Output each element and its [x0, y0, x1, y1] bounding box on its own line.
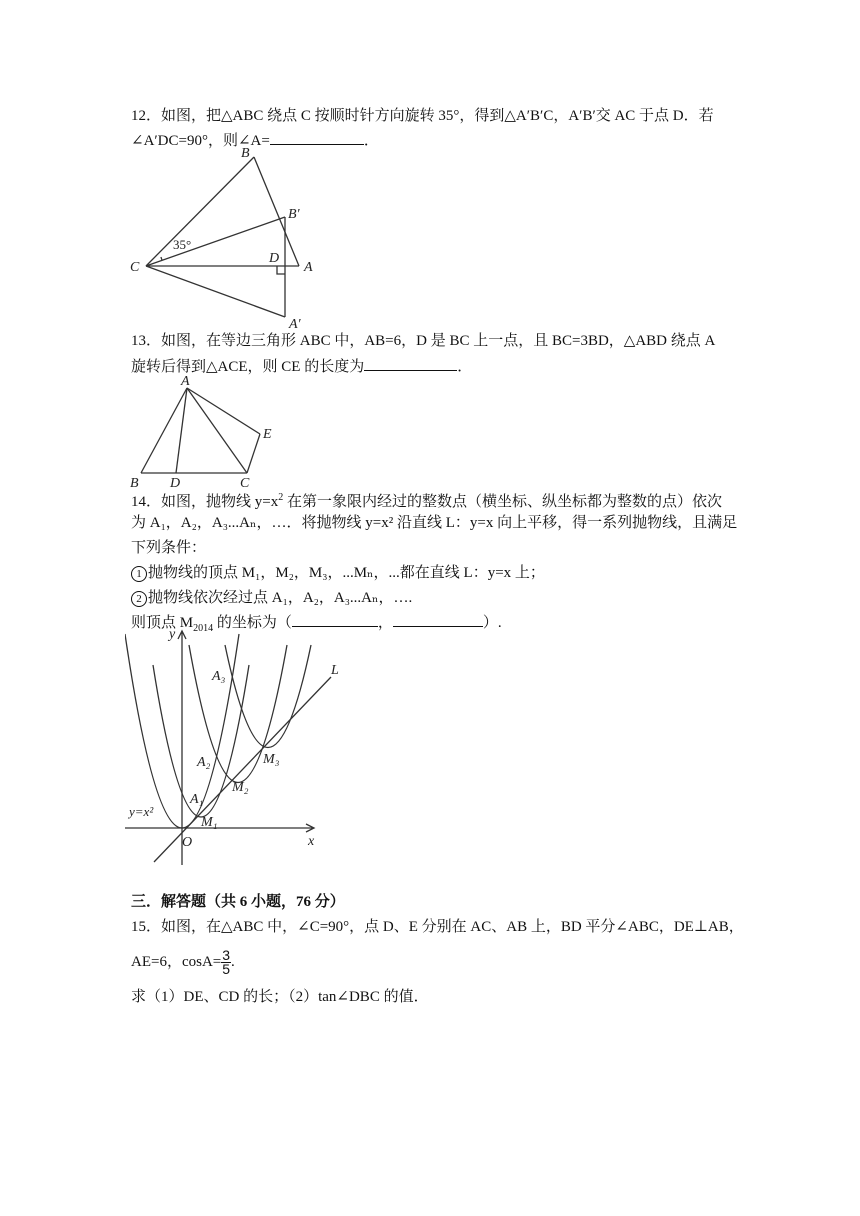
q14-line6-sep: ，	[377, 615, 393, 631]
q15-line2-a: AE=6，cosA=	[131, 954, 222, 970]
q14-label-A3: A₃	[212, 669, 226, 684]
q13-answer-blank	[364, 356, 457, 371]
q14-line6-sub: 2014	[193, 623, 214, 634]
q13-seg-AD	[176, 388, 187, 473]
q12-seg-CB-prime	[146, 217, 285, 266]
q14-line1-b: 在第一象限内经过的整数点（横坐标、纵坐标都为整数的点）依次	[283, 494, 722, 510]
q12-seg-CB	[146, 157, 254, 266]
q12-line1: 12．如图，把△ABC 绕点 C 按顺时针方向旋转 35°，得到△A′B′C，A′B′交 AC 于点 D．若	[131, 108, 714, 124]
q13-seg-AC	[187, 388, 247, 473]
q13-label-A: A	[181, 374, 190, 389]
q14-answer-blank-y	[393, 612, 483, 627]
q14-condition-1	[131, 563, 545, 583]
q12-angle-arc	[161, 257, 162, 260]
q13-seg-CE	[247, 434, 260, 473]
q13-line2-end: ．	[457, 359, 473, 375]
q14-label-y: y	[169, 627, 176, 642]
q13-label-B: B	[130, 476, 139, 491]
q14-line6-end: ）.	[482, 615, 502, 631]
q12-right-angle-mark	[277, 266, 285, 274]
q12-label-B-prime: B′	[288, 207, 300, 222]
q13-line1: 13．如图，在等边三角形 ABC 中，AB=6，D 是 BC 上一点，且 BC=3BD，△ABD 绕点 A	[131, 333, 716, 349]
section3-title: 三．解答题（共 6 小题，76 分）	[131, 894, 345, 910]
q14-label-curve: y=x²	[129, 804, 154, 819]
q14-line1-sup: 2	[278, 492, 284, 503]
q14-cond1-mark: 1	[131, 566, 147, 582]
q14-line6-a: 则顶点 M	[131, 615, 194, 631]
q12-answer-blank	[270, 130, 364, 145]
q14-line2: 为 A₁，A₂，A₃...Aₙ，…．将抛物线 y=x² 沿直线 L：y=x 向上平移，得一系列抛物线，且满足	[131, 515, 738, 531]
q15-frac-den: 5	[222, 961, 231, 978]
q12-line2-text: ∠A′DC=90°，则∠A=	[131, 133, 270, 149]
q15-line2-end: .	[231, 954, 235, 970]
q14-label-M3: M₃	[263, 752, 280, 767]
q14-line6-b: 的坐标为（	[213, 615, 292, 631]
q14-label-M2: M₂	[232, 780, 249, 795]
q13-label-C: C	[240, 476, 250, 491]
q12-label-angle: 35°	[173, 237, 192, 252]
q15-frac-num: 3	[222, 947, 231, 964]
q14-line1-a: 14．如图，抛物线 y=x	[131, 494, 279, 510]
q15-line1: 15．如图，在△ABC 中，∠C=90°，点 D、E 分别在 AC、AB 上，BD 平分∠ABC，DE⊥AB，	[131, 919, 744, 935]
q12-label-A: A	[304, 260, 313, 275]
q12-label-A-prime: A′	[289, 317, 301, 332]
q14-label-x: x	[308, 834, 315, 849]
q12-label-B: B	[241, 146, 250, 161]
q14-label-A1: A₁	[190, 792, 204, 807]
q14-label-L: L	[331, 663, 339, 678]
q14-cond1-text: 抛物线的顶点 M₁，M₂，M₃，...Mₙ，...都在直线 L：y=x 上；	[148, 565, 545, 581]
q13-figure	[125, 372, 285, 492]
q14-label-A2: A₂	[197, 755, 211, 770]
q14-cond2-mark: 2	[131, 591, 147, 607]
q13-label-E: E	[263, 427, 272, 442]
q14-label-M1: M₁	[201, 815, 218, 830]
q12-label-D: D	[269, 251, 280, 266]
q14-label-O: O	[182, 835, 193, 850]
q14-line3: 下列条件：	[131, 540, 207, 556]
q13-line2-text: 旋转后得到△ACE，则 CE 的长度为	[131, 359, 365, 375]
q12-label-C: C	[130, 260, 140, 275]
q14-figure	[125, 620, 340, 865]
q15-line2	[131, 944, 235, 980]
q13-label-D: D	[170, 476, 181, 491]
q14-cond2-text: 抛物线依次经过点 A₁，A₂，A₃...Aₙ，….	[148, 590, 413, 606]
q15-line3: 求（1）DE、CD 的长；（2）tan∠DBC 的值．	[131, 989, 429, 1005]
q14-condition-2	[131, 588, 412, 608]
q13-seg-AB	[141, 388, 187, 473]
q12-seg-CA-prime	[146, 266, 285, 317]
q12-line2-end: ．	[363, 133, 379, 149]
q12-figure	[125, 145, 325, 335]
q15-fraction	[221, 949, 231, 976]
q14-line1	[131, 488, 722, 512]
q13-seg-AE	[187, 388, 260, 434]
